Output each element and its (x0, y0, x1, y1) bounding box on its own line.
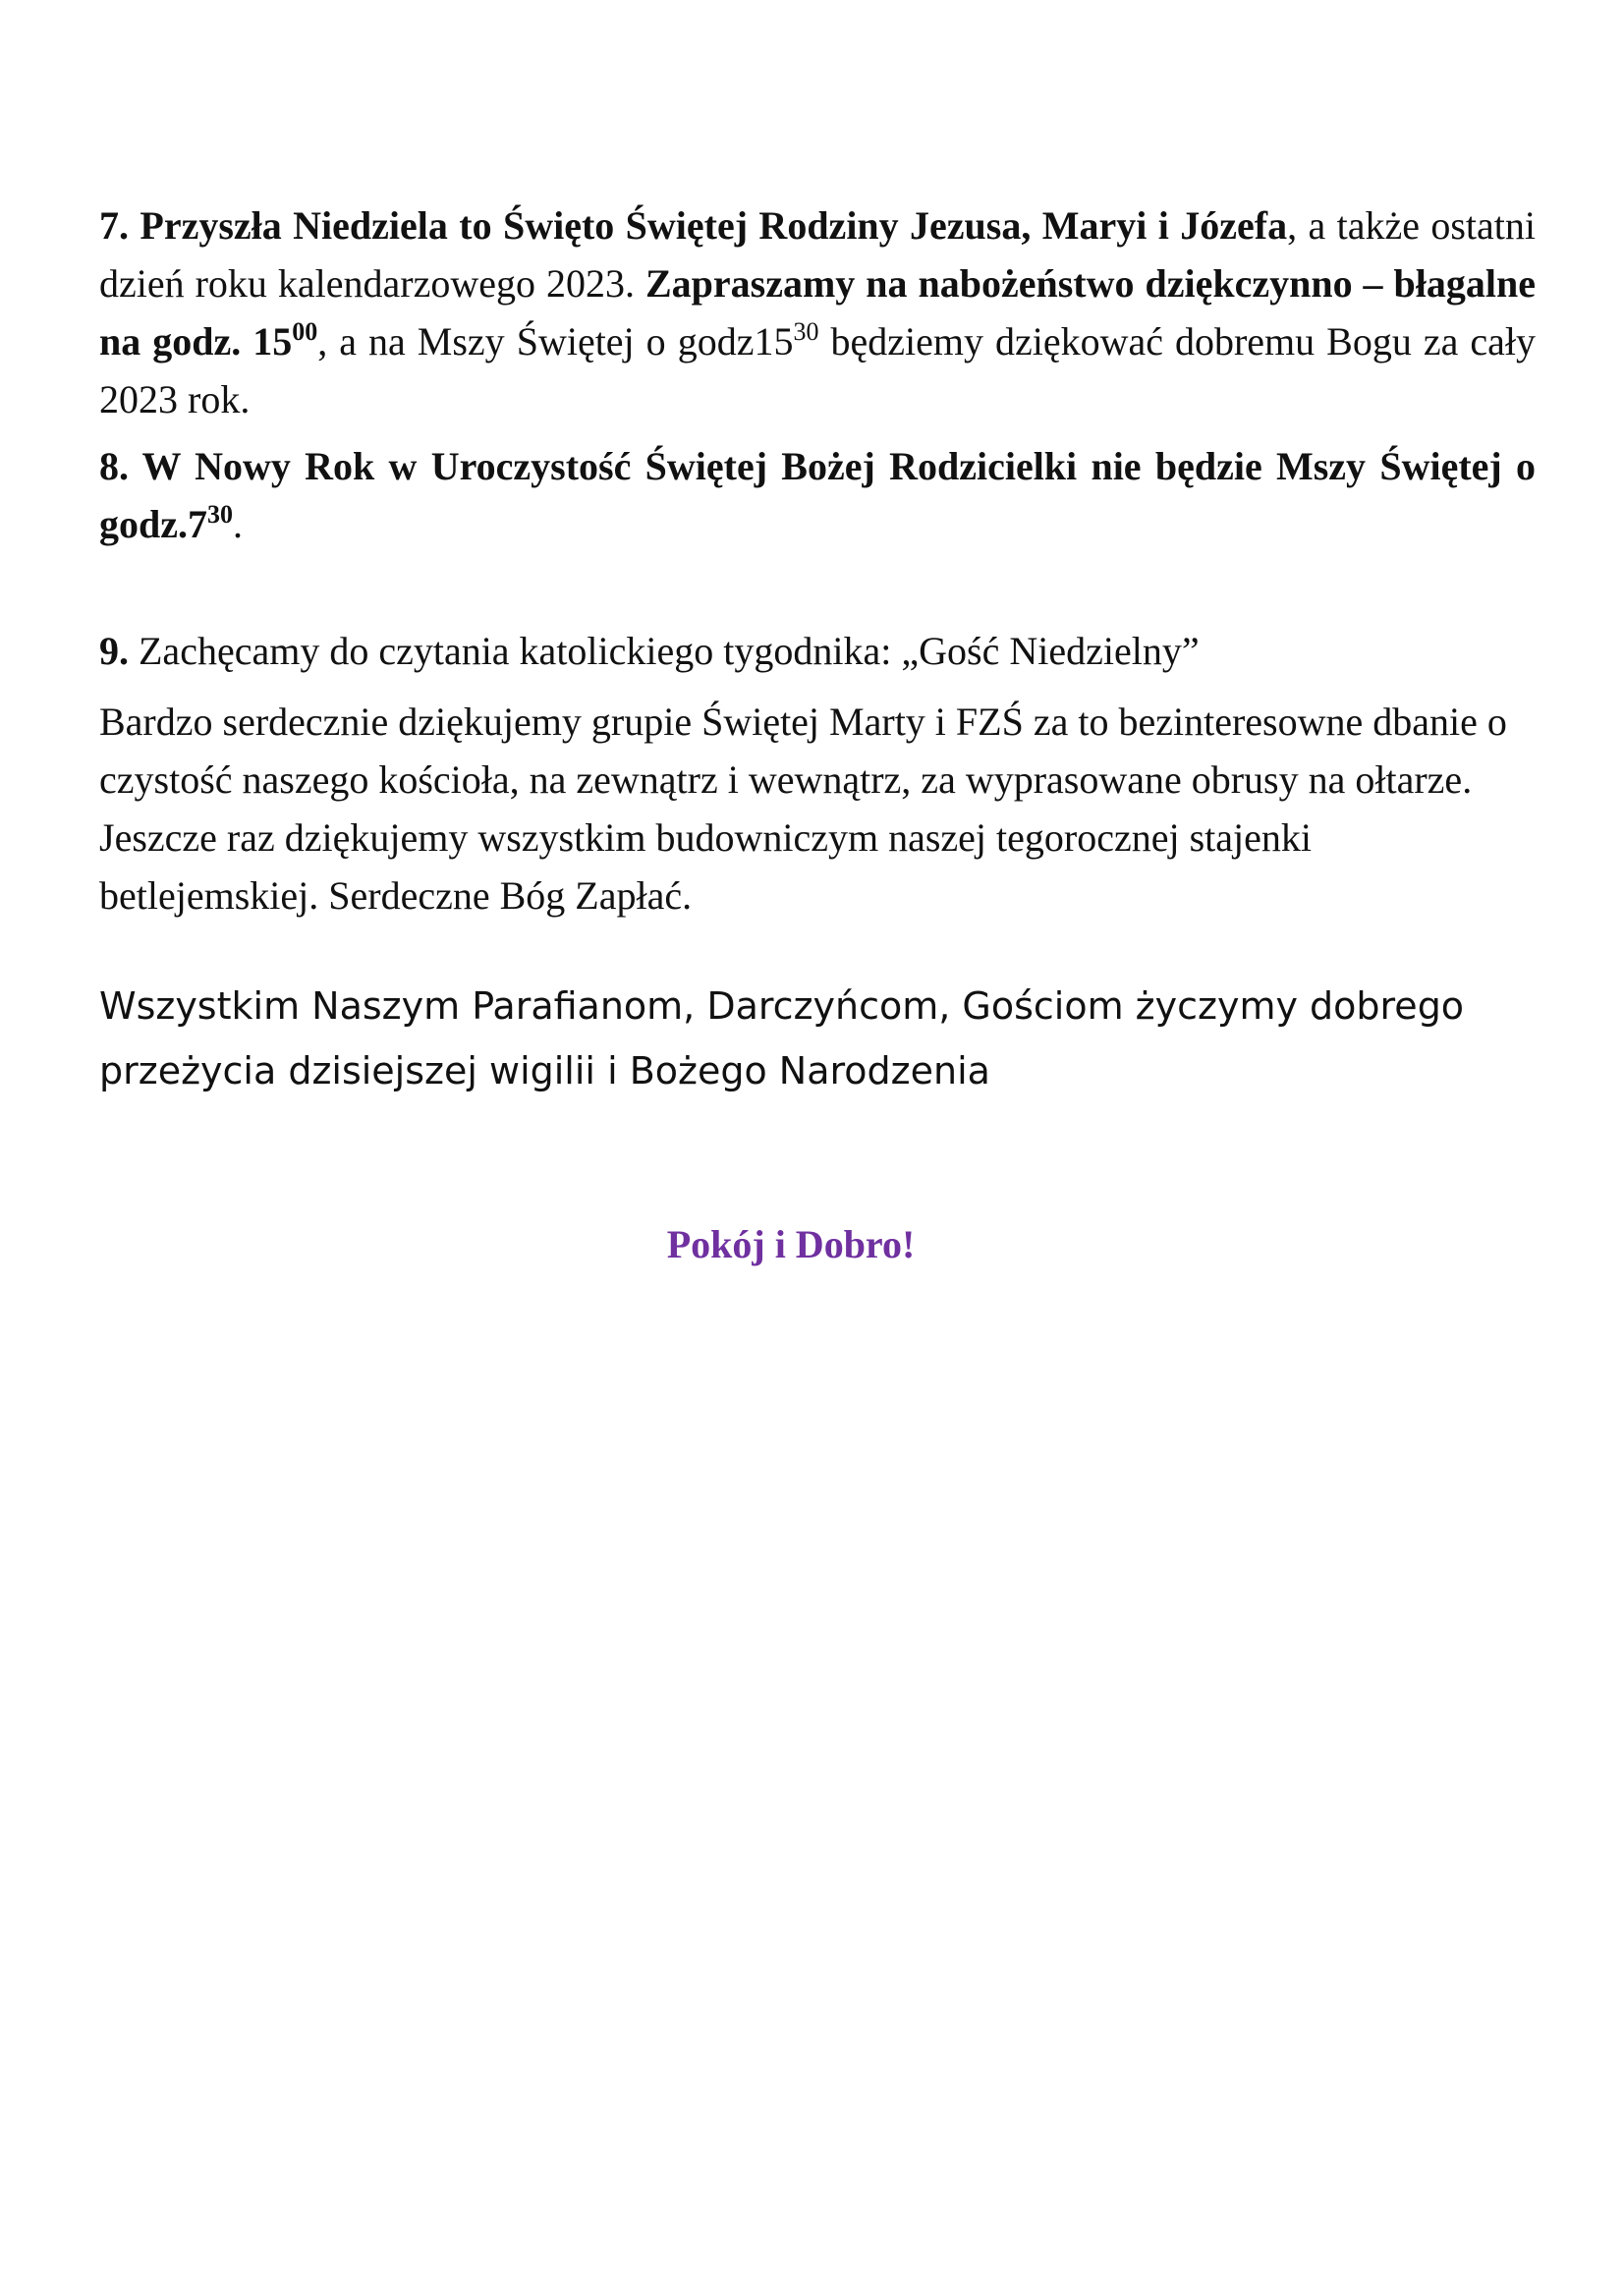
announcement-7 (99, 196, 1536, 428)
christmas-wishes (99, 974, 1536, 1103)
thanks-paragraph: Bardzo serdecznie dziękujemy grupie Świętej Marty i FZŚ za to bezinteresowne dbanie o czystość naszego kościoła, na zewnątrz i wewnątrz, za wyprasowane obrusy na ołtarze. Jeszcze raz dziękujemy wszystkim budowniczym naszej tegorocznej stajenki betlejemskiej. Serdeczne Bóg Zapłać. (99, 700, 1507, 918)
announcement-9 (99, 622, 1536, 680)
announcement-9-text: Zachęcamy do czytania katolickiego tygodnika: „Gość Niedzielny” (129, 629, 1200, 673)
announcement-7-text-1: , a także ostatni dzień roku kalendarzowego 2023. (99, 203, 1537, 306)
document-page (99, 196, 1536, 1273)
announcement-7-text-3: będziemy dziękować dobremu Bogu za cały 2023 rok. (99, 319, 1536, 421)
announcement-7-number: 7. (99, 203, 129, 248)
announcement-7-invitation: Zapraszamy na nabożeństwo dziękczynno – błagalne na godz. 15 (99, 261, 1537, 364)
announcement-9-number: 9. (99, 629, 129, 673)
announcement-7-title: Przyszła Niedziela to Święto Świętej Rodziny Jezusa, Maryi i Józefa (140, 203, 1288, 248)
announcement-7-time-sup-2: 30 (793, 317, 819, 346)
announcement-8-text: 8. W Nowy Rok w Uroczystość Świętej Bożej Rodzicielki nie będzie Mszy Świętej o godz.7 (99, 444, 1536, 546)
announcement-7-text-2: , a na Mszy Świętej o godz15 (317, 319, 794, 364)
wishes-line-2: przeżycia dzisiejszej wigilii i Bożego Narodzenia (99, 1049, 990, 1092)
announcement-8 (99, 437, 1536, 553)
announcement-8-time-sup: 30 (207, 500, 233, 529)
wishes-line-1: Wszystkim Naszym Parafianom, Darczyńcom, Gościom życzymy dobrego (99, 984, 1465, 1028)
announcement-8-end: . (233, 502, 243, 546)
closing-greeting: Pokój i Dobro! (666, 1222, 916, 1266)
announcement-7-time-sup-1: 00 (292, 317, 318, 346)
